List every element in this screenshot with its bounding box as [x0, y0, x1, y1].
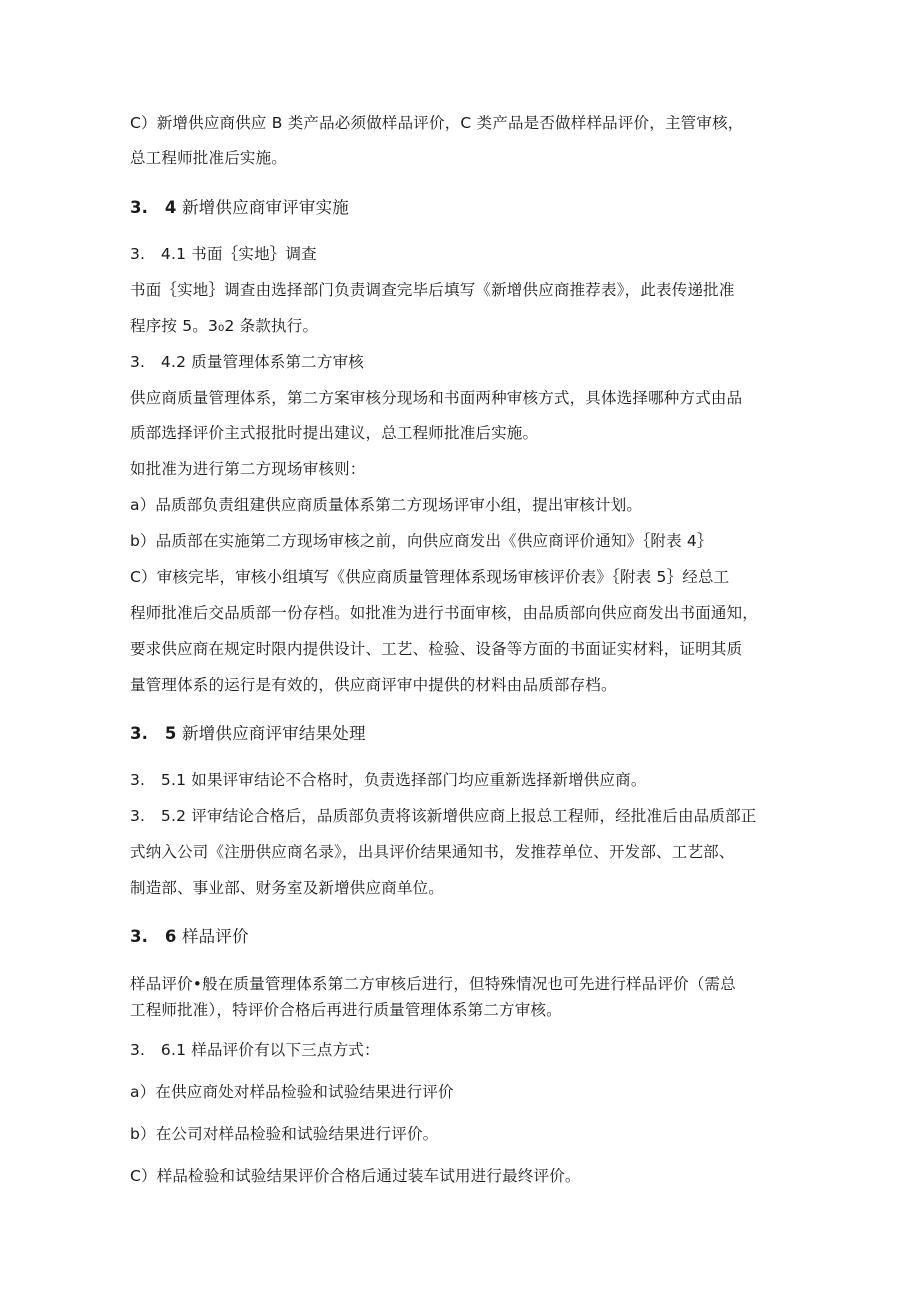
- list-item-a: a）在供应商处对样品检验和试验结果进行评价: [130, 1083, 454, 1101]
- section-number: 3. 5: [130, 724, 177, 743]
- section-title: 新增供应商审评审实施: [181, 198, 349, 217]
- section-heading: [130, 724, 366, 744]
- subsection-title: 质量管理体系第二方审核: [191, 353, 364, 371]
- section-number: 3. 4: [130, 198, 177, 217]
- subsection-heading: [130, 352, 364, 372]
- paragraph-line: 制造部、事业部、财务室及新增供应商单位。: [130, 879, 445, 897]
- subsection-number: 3. 5.1: [130, 771, 187, 789]
- subsection-text: 评审结论合格后，品质部负责将该新增供应商上报总工程师，经批准后由品质部正: [191, 807, 757, 825]
- section-title: 新增供应商评审结果处理: [181, 724, 366, 743]
- paragraph-line: 书面｛实地｝调查由选择部门负责调查完毕后填写《新增供应商推荐表》，此表传递批准: [130, 281, 735, 299]
- paragraph-line: 供应商质量管理体系，第二方案审核分现场和书面两种审核方式，具体选择哪种方式由品: [130, 389, 743, 407]
- list-item-b: b）品质部在实施第二方现场审核之前，向供应商发出《供应商评价通知》｛附表 4｝: [130, 532, 713, 550]
- paragraph-line: 工程师批准），特评价合格后再进行质量管理体系第二方审核。: [130, 1001, 562, 1019]
- subsection-number: 3. 4.2: [130, 353, 187, 371]
- paragraph-line: 程师批准后交品质部一份存档。如批准为进行书面审核，由品质部向供应商发出书面通知，: [130, 604, 759, 622]
- paragraph-line: 总工程师批准后实施。: [130, 149, 288, 167]
- subsection-number: 3. 5.2: [130, 807, 187, 825]
- subsection-heading: [130, 1040, 380, 1060]
- paragraph-line: 式纳入公司《注册供应商名录》，出具评价结果通知书，发推荐单位、开发部、工艺部、: [130, 843, 735, 861]
- paragraph-line: 量管理体系的运行是有效的，供应商评审中提供的材料由品质部存档。: [130, 676, 617, 694]
- subsection-heading: [130, 770, 647, 790]
- subsection-heading: [130, 244, 317, 264]
- paragraph-line: 质部选择评价主式报批时提出建议，总工程师批准后实施。: [130, 424, 539, 442]
- subsection-title: 书面｛实地｝调查: [191, 245, 317, 263]
- paragraph-line: 要求供应商在规定时限内提供设计、工艺、检验、设备等方面的书面证实材料，证明其质: [130, 640, 743, 658]
- paragraph-line: 样品评价•般在质量管理体系第二方审核后进行，但特殊情况也可先进行样品评价（需总: [130, 975, 736, 993]
- section-heading: [130, 198, 349, 218]
- list-item-b: b）在公司对样品检验和试验结果进行评价。: [130, 1125, 439, 1143]
- list-item-c: C）审核完毕，审核小组填写《供应商质量管理体系现场审核评价表》｛附表 5｝经总工: [130, 568, 730, 586]
- section-heading: [130, 927, 249, 947]
- subsection-heading: [130, 806, 756, 826]
- paragraph-line: C）新增供应商供应 B 类产品必须做样品评价，C 类产品是否做样样品评价，主管审核，: [130, 114, 744, 132]
- subsection-text: 样品评价有以下三点方式：: [191, 1041, 380, 1059]
- list-item-c: C）样品检验和试验结果评价合格后通过装车试用进行最终评价。: [130, 1167, 581, 1185]
- subsection-text: 如果评审结论不合格时，负责选择部门均应重新选择新增供应商。: [191, 771, 647, 789]
- paragraph-line: 如批准为进行第二方现场审核则：: [130, 460, 366, 478]
- subsection-number: 3. 4.1: [130, 245, 187, 263]
- section-number: 3. 6: [130, 927, 177, 946]
- paragraph-line: 程序按 5。3₀2 条款执行。: [130, 317, 319, 335]
- subsection-number: 3. 6.1: [130, 1041, 187, 1059]
- list-item-a: a）品质部负责组建供应商质量体系第二方现场评审小组，提出审核计划。: [130, 496, 643, 514]
- section-title: 样品评价: [181, 927, 249, 946]
